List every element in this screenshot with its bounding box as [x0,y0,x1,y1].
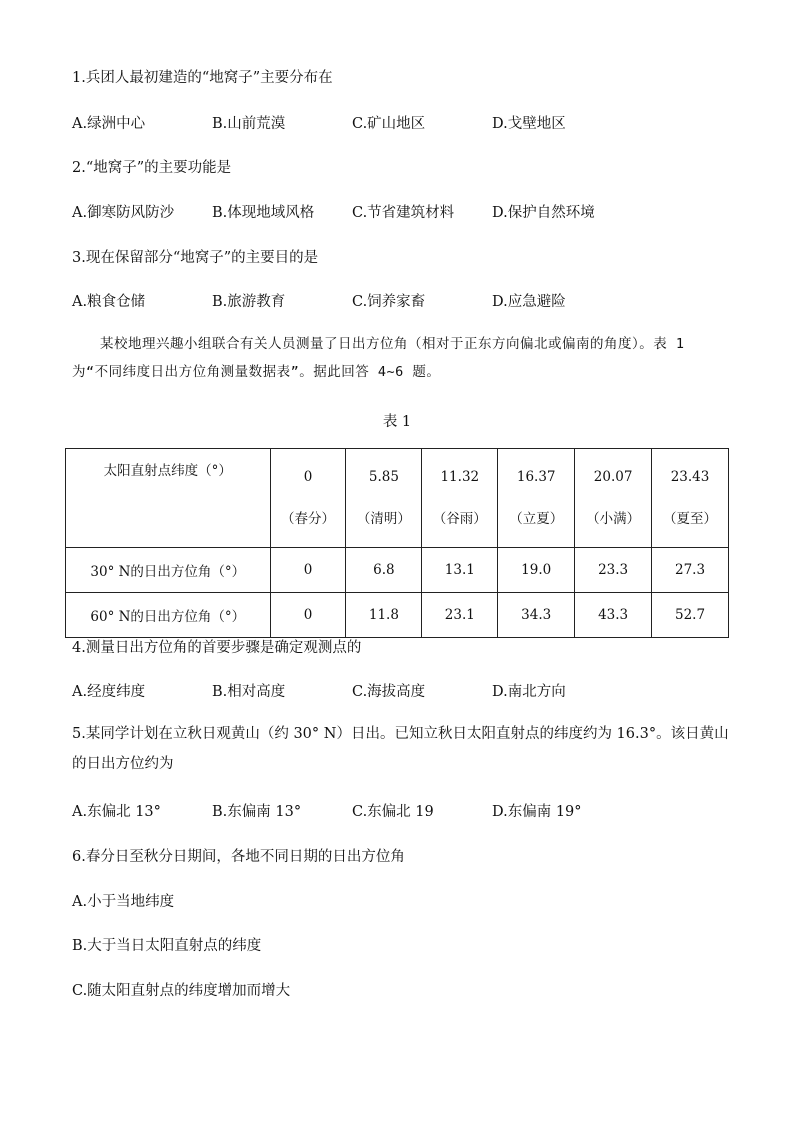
option-a: A.小于当地纬度 [72,894,175,910]
header-cell [652,449,729,548]
intro-paragraph [72,330,728,386]
option-d: D.南北方向 [492,684,566,700]
table-cell: 0 [270,548,346,593]
table-cell: 43.3 [575,593,652,638]
table-header-row [66,449,729,548]
latitude-value: 23.43 [670,469,710,485]
option-c: C.饲养家畜 [352,294,426,310]
option-a: A.经度纬度 [72,684,146,700]
question-2-options [72,201,732,223]
table-cell: 0 [270,593,346,638]
question-4-text: 4.测量日出方位角的首要步骤是确定观测点的 [72,640,362,656]
option-a: A.东偏北 13° [72,804,161,820]
option-c: C.随太阳直射点的纬度增加而增大 [72,983,291,999]
option-a: A.绿洲中心 [72,116,146,132]
table-cell: 34.3 [498,593,575,638]
question-1-options [72,112,732,134]
table-row [66,548,729,593]
option-d: D.戈壁地区 [492,116,566,132]
option-b: B.体现地域风格 [212,205,315,221]
latitude-value: 16.37 [516,469,556,485]
question-5-text: 5.某同学计划在立秋日观黄山（约 30° N）日出。已知立秋日太阳直射点的纬度约为 16.3°。该日黄山的日出方位约为 [72,726,729,772]
solar-term: （立夏） [509,511,564,527]
data-table [65,448,729,638]
option-d: D.应急避险 [492,294,566,310]
table-cell: 23.3 [575,548,652,593]
option-d: D.保护自然环境 [492,205,595,221]
latitude-value: 20.07 [593,469,633,485]
table-cell: 52.7 [652,593,729,638]
option-b: B.旅游教育 [212,294,286,310]
option-a: A.御寒防风防沙 [72,205,175,221]
header-cell [575,449,652,548]
table-cell: 11.8 [346,593,422,638]
latitude-value: 0 [303,469,313,485]
table-caption: 表 1 [382,414,412,430]
option-b: B.相对高度 [212,684,286,700]
table-cell: 19.0 [498,548,575,593]
table-cell: 23.1 [422,593,498,638]
latitude-value: 5.85 [368,469,399,485]
table-cell: 27.3 [652,548,729,593]
header-cell [422,449,498,548]
question-1-text: 1.兵团人最初建造的“地窝子”主要分布在 [72,70,333,86]
option-b: B.大于当日太阳直射点的纬度 [72,938,262,954]
table-cell: 6.8 [346,548,422,593]
table-row [66,593,729,638]
option-a: A.粮食仓储 [72,294,146,310]
question-3-options [72,290,732,312]
solar-term: （春分） [281,511,336,527]
solar-term: （夏至） [663,511,718,527]
solar-term: （谷雨） [432,511,487,527]
intro-text: 某校地理兴趣小组联合有关人员测量了日出方位角（相对于正东方向偏北或偏南的角度）。表 1 为“不同纬度日出方位角测量数据表”。据此回答 4~6 题。 [72,336,685,380]
row-label: 60° N的日出方位角（°） [66,593,271,638]
latitude-value: 11.32 [440,469,480,485]
header-cell [498,449,575,548]
question-4-options [72,680,732,702]
solar-term: （小满） [586,511,641,527]
solar-term: （清明） [356,511,411,527]
option-c: C.海拔高度 [352,684,426,700]
option-b: B.山前荒漠 [212,116,286,132]
question-2-text: 2.“地窝子”的主要功能是 [72,160,232,176]
header-label [66,449,271,548]
option-c: C.矿山地区 [352,116,426,132]
header-label-text: 太阳直射点纬度（°） [103,463,232,479]
header-cell [270,449,346,548]
option-b: B.东偏南 13° [212,804,302,820]
header-cell [346,449,422,548]
option-d: D.东偏南 19° [492,804,582,820]
table-cell: 13.1 [422,548,498,593]
question-5-options [72,800,732,822]
option-c: C.节省建筑材料 [352,205,455,221]
row-label: 30° N的日出方位角（°） [66,548,271,593]
question-6-text: 6.春分日至秋分日期间，各地不同日期的日出方位角 [72,849,405,865]
question-3-text: 3.现在保留部分“地窝子”的主要目的是 [72,250,319,266]
option-c: C.东偏北 19 [352,804,434,820]
